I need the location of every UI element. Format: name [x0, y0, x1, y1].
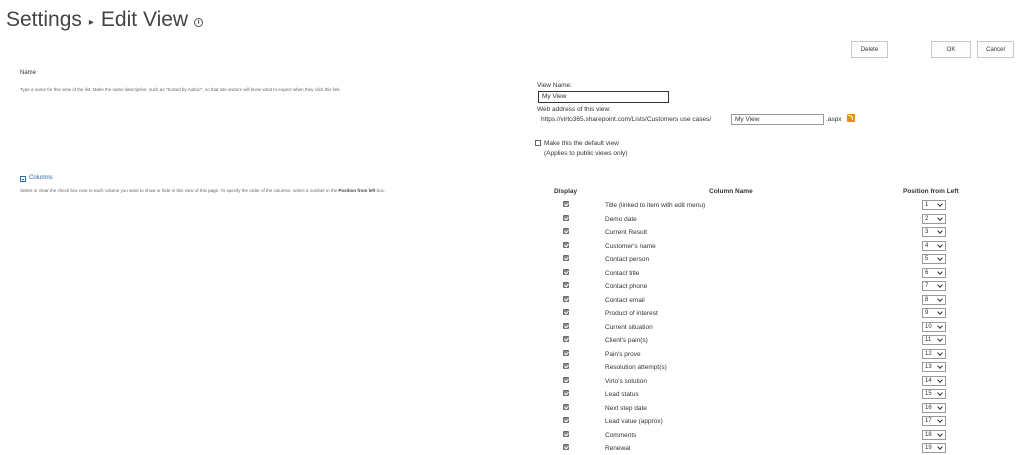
checkbox-checked-icon	[563, 242, 569, 248]
chevron-down-icon	[937, 377, 943, 383]
position-value: 15	[925, 391, 932, 397]
table-row	[540, 240, 1010, 254]
column-name: Product of interest	[605, 310, 658, 317]
position-select[interactable]	[922, 214, 946, 224]
position-value: 8	[925, 296, 929, 303]
display-checkbox[interactable]	[563, 269, 569, 275]
position-select[interactable]	[922, 403, 946, 413]
chevron-down-icon	[937, 201, 943, 207]
column-name: Contact phone	[605, 283, 648, 290]
position-value: 13	[925, 364, 932, 370]
column-name: Current situation	[605, 323, 653, 331]
position-value: 1	[925, 202, 929, 208]
position-value: 6	[925, 269, 929, 276]
position-select[interactable]	[922, 241, 946, 251]
name-section-description: Type a name for this view of the list. Make the name descriptive, such as "Sorted by Author", so that site visitors will know what to expect when they click this link.	[20, 87, 341, 92]
position-select[interactable]	[922, 416, 946, 426]
position-select[interactable]	[922, 430, 946, 440]
cancel-button[interactable]: Cancel	[977, 41, 1014, 58]
position-value: 11	[925, 337, 932, 343]
position-select[interactable]	[922, 362, 946, 372]
view-name-label: View Name:	[537, 82, 572, 89]
checkbox-checked-icon	[563, 336, 569, 342]
checkbox-checked-icon	[563, 269, 569, 275]
chevron-down-icon	[937, 269, 943, 275]
table-row	[540, 361, 1010, 375]
column-name: Contact person	[605, 256, 650, 263]
checkbox-checked-icon	[563, 215, 569, 221]
table-row	[540, 348, 1010, 362]
column-name: Comments	[605, 431, 637, 439]
chevron-down-icon	[937, 296, 943, 302]
column-name: Pain's prove	[605, 350, 641, 358]
display-column-header: Display	[554, 188, 578, 195]
name-section-title: Name	[20, 70, 37, 76]
table-row	[540, 388, 1010, 402]
display-checkbox[interactable]	[563, 350, 569, 356]
checkbox-checked-icon	[563, 431, 569, 437]
checkbox-checked-icon	[563, 255, 569, 261]
position-value: 17	[925, 418, 932, 424]
table-row	[540, 321, 1010, 335]
chevron-down-icon	[937, 242, 943, 248]
page-title	[6, 5, 203, 35]
columns-section-title[interactable]: Columns	[29, 175, 53, 181]
display-checkbox[interactable]	[563, 404, 569, 410]
display-checkbox[interactable]	[563, 431, 569, 437]
breadcrumb-settings[interactable]: Settings	[6, 8, 82, 31]
table-row	[540, 415, 1010, 429]
position-select[interactable]	[922, 322, 946, 332]
position-value: 2	[925, 215, 929, 222]
chevron-down-icon	[937, 228, 943, 234]
view-name-input[interactable]: My View	[538, 91, 669, 103]
column-name: Demo date	[605, 215, 637, 223]
chevron-down-icon	[937, 390, 943, 396]
position-value: 7	[925, 283, 929, 289]
position-column-header: Position from Left	[903, 188, 959, 195]
position-value: 16	[925, 404, 932, 411]
position-select[interactable]	[922, 227, 946, 237]
checkbox-checked-icon	[563, 417, 569, 423]
column-name: Lead value (approx)	[605, 418, 663, 425]
checkbox-checked-icon	[563, 444, 569, 450]
position-select[interactable]	[922, 200, 946, 210]
table-row	[540, 226, 1010, 240]
position-value: 4	[925, 242, 929, 249]
web-address-prefix: https://virto365.sharepoint.com/Lists/Customers use cases/	[541, 116, 712, 123]
display-checkbox[interactable]	[563, 215, 569, 221]
checkbox-checked-icon	[563, 282, 569, 288]
position-value: 3	[925, 229, 929, 235]
chevron-down-icon	[937, 417, 943, 423]
display-checkbox[interactable]	[563, 242, 569, 248]
web-address-label: Web address of this view:	[537, 106, 611, 113]
table-row	[540, 429, 1010, 443]
table-row	[540, 442, 1010, 455]
position-value: 12	[925, 350, 932, 357]
display-checkbox[interactable]	[563, 390, 569, 396]
chevron-down-icon	[937, 282, 943, 288]
display-checkbox[interactable]	[563, 201, 569, 207]
chevron-down-icon	[937, 309, 943, 315]
table-row	[540, 280, 1010, 294]
position-select[interactable]	[922, 268, 946, 278]
checkbox-checked-icon	[563, 350, 569, 356]
delete-button[interactable]: Delete	[851, 41, 888, 58]
table-row	[540, 375, 1010, 389]
position-select[interactable]	[922, 443, 946, 453]
position-select[interactable]	[922, 254, 946, 264]
column-name: Next step date	[605, 404, 647, 412]
column-name: Renewal	[605, 445, 631, 452]
display-checkbox[interactable]	[563, 336, 569, 342]
table-row	[540, 334, 1010, 348]
display-checkbox[interactable]	[563, 309, 569, 315]
table-row	[540, 253, 1010, 267]
position-select[interactable]	[922, 308, 946, 318]
info-icon[interactable]: i	[194, 18, 203, 27]
table-row	[540, 307, 1010, 321]
rss-icon[interactable]	[847, 114, 855, 122]
chevron-down-icon	[937, 444, 943, 450]
display-checkbox[interactable]	[563, 417, 569, 423]
checkbox-checked-icon	[563, 377, 569, 383]
chevron-down-icon	[937, 350, 943, 356]
default-view-label: Make this the default view	[544, 140, 619, 147]
table-row	[540, 199, 1010, 213]
display-checkbox[interactable]	[563, 363, 569, 369]
chevron-down-icon	[937, 336, 943, 342]
position-select[interactable]	[922, 389, 946, 399]
display-checkbox[interactable]	[563, 323, 569, 329]
checkbox-checked-icon	[563, 201, 569, 207]
checkbox-checked-icon	[563, 296, 569, 302]
column-name: Virto's solution	[605, 377, 647, 385]
column-name: Title (linked to item with edit menu)	[605, 202, 706, 209]
table-row	[540, 402, 1010, 416]
checkbox-checked-icon	[563, 390, 569, 396]
default-view-note: (Applies to public views only)	[544, 150, 628, 157]
position-select[interactable]	[922, 376, 946, 386]
collapse-columns-icon[interactable]	[20, 176, 26, 182]
columns-description-text: Select or clear the check box next to each column you want to show or hide in this view of this page. To specify the order of the columns, select a number in the	[20, 188, 339, 193]
columns-section-description	[20, 188, 385, 193]
position-select[interactable]	[922, 281, 946, 291]
position-value: 9	[925, 310, 929, 316]
position-value: 14	[925, 377, 932, 384]
display-checkbox[interactable]	[563, 255, 569, 261]
display-checkbox[interactable]	[563, 296, 569, 302]
chevron-down-icon	[937, 215, 943, 221]
checkbox-checked-icon	[563, 404, 569, 410]
table-row	[540, 267, 1010, 281]
chevron-down-icon	[937, 363, 943, 369]
chevron-down-icon	[937, 431, 943, 437]
position-value: 18	[925, 431, 932, 438]
chevron-down-icon	[937, 323, 943, 329]
column-name: Customer's name	[605, 242, 656, 250]
columns-description-end: box.	[375, 188, 386, 193]
checkbox-checked-icon	[563, 323, 569, 329]
display-checkbox[interactable]	[563, 228, 569, 234]
checkbox-checked-icon	[563, 363, 569, 369]
display-checkbox[interactable]	[563, 377, 569, 383]
default-view-checkbox[interactable]	[535, 140, 541, 146]
column-name: Contact email	[605, 296, 645, 304]
column-name: Current Result	[605, 229, 647, 236]
columns-description-bold: Position from left	[338, 188, 376, 193]
position-value: 10	[925, 323, 932, 330]
column-name: Resolution attempt(s)	[605, 364, 667, 371]
column-name-header: Column Name	[709, 188, 753, 195]
table-row	[540, 294, 1010, 308]
column-name: Contact title	[605, 269, 640, 277]
column-name: Lead status	[605, 391, 639, 398]
position-select[interactable]	[922, 349, 946, 359]
checkbox-checked-icon	[563, 309, 569, 315]
table-row	[540, 213, 1010, 227]
position-select[interactable]	[922, 335, 946, 345]
breadcrumb-edit-view: Edit View	[100, 8, 189, 31]
breadcrumb-separator-icon: ▸	[88, 16, 94, 28]
column-name: Client's pain(s)	[605, 337, 648, 344]
display-checkbox[interactable]	[563, 282, 569, 288]
chevron-down-icon	[937, 404, 943, 410]
chevron-down-icon	[937, 255, 943, 261]
position-value: 5	[925, 256, 929, 262]
position-select[interactable]	[922, 295, 946, 305]
position-value: 19	[925, 445, 932, 451]
web-address-input[interactable]: My View	[731, 114, 824, 125]
checkbox-checked-icon	[563, 228, 569, 234]
ok-button[interactable]: OK	[931, 41, 971, 58]
display-checkbox[interactable]	[563, 444, 569, 450]
web-address-suffix: .aspx	[826, 116, 842, 123]
